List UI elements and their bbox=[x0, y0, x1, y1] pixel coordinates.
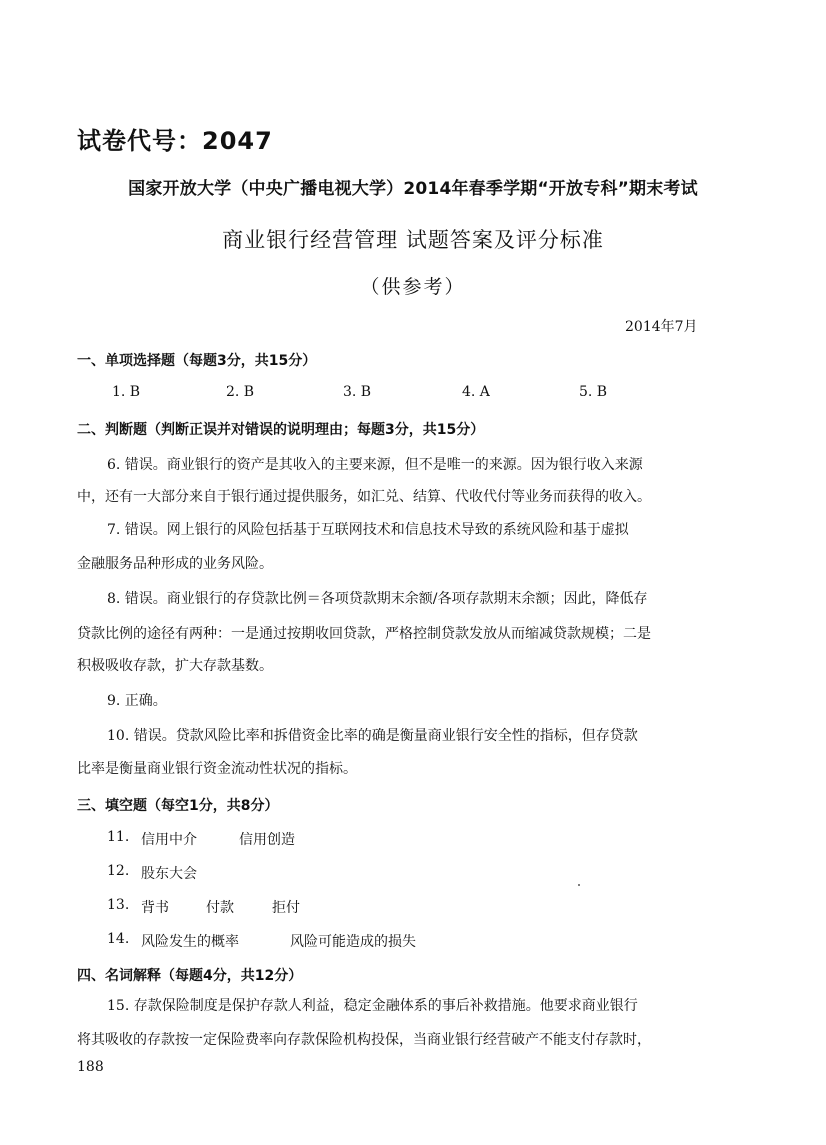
exam-code: 试卷代号：2047 bbox=[77, 127, 273, 155]
mc-answer-4: 4. A bbox=[462, 384, 490, 400]
judgment-answer-line: 6. 错误。商业银行的资产是其收入的主要来源，但不是唯一的来源。因为银行收入来源 bbox=[107, 457, 643, 473]
mc-answer-1: 1. B bbox=[112, 384, 141, 400]
blank-answer: 信用创造 bbox=[239, 832, 295, 848]
judgment-answer-line: 8. 错误。商业银行的存贷款比例＝各项贷款期末余额/各项存款期末余额；因此，降低存 bbox=[107, 591, 648, 607]
section-judgment-title: 二、判断题（判断正误并对错误的说明理由；每题3分，共15分） bbox=[77, 422, 485, 438]
page-number: 188 bbox=[77, 1059, 104, 1075]
mc-answer-3: 3. B bbox=[343, 384, 372, 400]
blank-answer: 拒付 bbox=[272, 900, 300, 916]
judgment-answer-line: 金融服务品种形成的业务风险。 bbox=[77, 556, 273, 572]
blank-answer-row bbox=[0, 897, 826, 919]
blank-answer: 股东大会 bbox=[141, 866, 197, 882]
mc-answer-5: 5. B bbox=[579, 384, 608, 400]
blank-question-number: 14. bbox=[107, 931, 130, 947]
section-fill-blank-title: 三、填空题（每空1分，共8分） bbox=[77, 798, 279, 814]
multiple-choice-answers bbox=[0, 384, 826, 406]
scan-speck bbox=[578, 884, 580, 886]
mc-answer-2: 2. B bbox=[226, 384, 255, 400]
school-exam-title: 国家开放大学（中央广播电视大学）2014年春季学期“开放专科”期末考试 bbox=[128, 179, 698, 199]
judgment-answer-line: 10. 错误。贷款风险比率和拆借资金比率的确是衡量商业银行安全性的指标，但存贷款 bbox=[107, 728, 638, 744]
section-single-choice-title: 一、单项选择题（每题3分，共15分） bbox=[77, 353, 317, 369]
blank-question-number: 11. bbox=[107, 829, 130, 845]
blank-answer-row bbox=[0, 931, 826, 953]
judgment-answer-line: 中，还有一大部分来自于银行通过提供服务，如汇兑、结算、代收代付等业务而获得的收入。 bbox=[77, 489, 651, 505]
blank-answer-row bbox=[0, 829, 826, 851]
section-terms-title: 四、名词解释（每题4分，共12分） bbox=[77, 968, 303, 984]
term-answer-line: 15. 存款保险制度是保护存款人利益，稳定金融体系的事后补救措施。他要求商业银行 bbox=[107, 998, 638, 1014]
blank-answer-row bbox=[0, 863, 826, 885]
document-title: 商业银行经营管理 试题答案及评分标准 bbox=[222, 228, 604, 252]
judgment-answer-line: 积极吸收存款，扩大存款基数。 bbox=[77, 658, 273, 674]
exam-date: 2014年7月 bbox=[625, 319, 698, 335]
blank-answer: 付款 bbox=[206, 900, 234, 916]
reference-note: （供参考） bbox=[360, 276, 466, 298]
blank-question-number: 13. bbox=[107, 897, 130, 913]
judgment-answer-line: 7. 错误。网上银行的风险包括基于互联网技术和信息技术导致的系统风险和基于虚拟 bbox=[107, 522, 629, 538]
blank-question-number: 12. bbox=[107, 863, 130, 879]
judgment-answer-line: 贷款比例的途径有两种：一是通过按期收回贷款，严格控制贷款发放从而缩减贷款规模；二是 bbox=[77, 626, 651, 642]
term-answer-line: 将其吸收的存款按一定保险费率向存款保险机构投保，当商业银行经营破产不能支付存款时， bbox=[77, 1032, 651, 1048]
blank-answer: 风险可能造成的损失 bbox=[290, 934, 416, 950]
judgment-answer-line: 9. 正确。 bbox=[107, 693, 167, 709]
blank-answer: 背书 bbox=[141, 900, 169, 916]
judgment-answer-line: 比率是衡量商业银行资金流动性状况的指标。 bbox=[77, 761, 357, 777]
blank-answer: 风险发生的概率 bbox=[141, 934, 239, 950]
blank-answer: 信用中介 bbox=[141, 832, 197, 848]
